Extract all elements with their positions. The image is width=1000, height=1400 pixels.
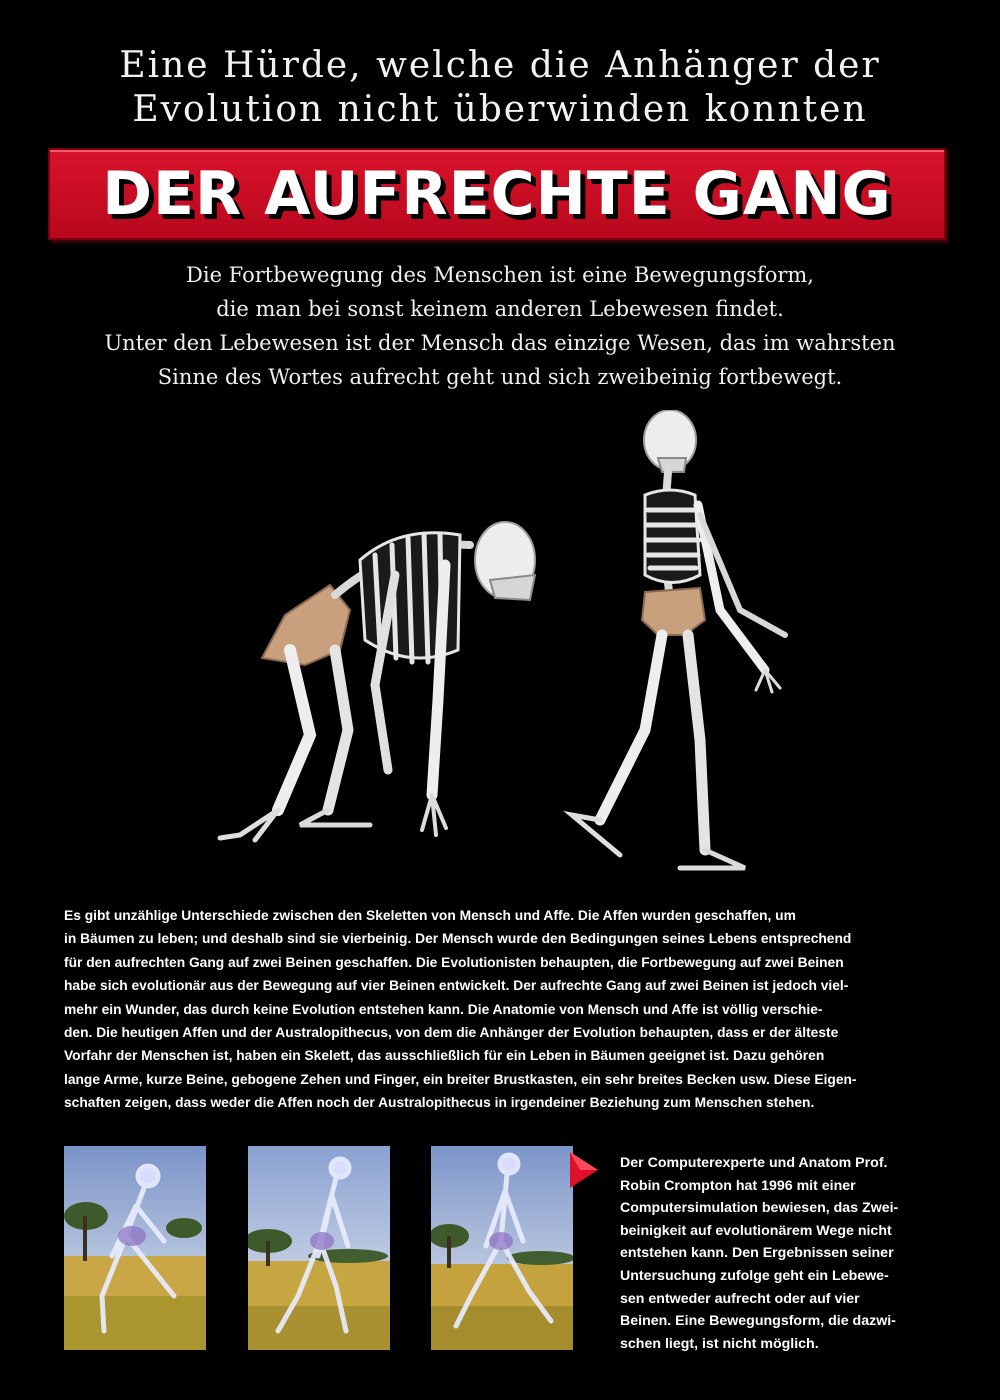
title-banner	[48, 148, 946, 240]
body-line: mehr ein Wunder, das durch keine Evolution entstehen kann. Die Anatomie von Mensch und Affe ist völlig verschie-	[64, 1001, 823, 1017]
sidebar-line: Der Computerexperte und Anatom Prof.	[620, 1155, 888, 1171]
intro-line-4: Sinne des Wortes aufrecht geht und sich zweibeinig fortbewegt.	[157, 365, 843, 389]
body-line: Es gibt unzählige Unterschiede zwischen den Skeletten von Mensch und Affe. Die Affen wurden geschaffen, um	[64, 908, 796, 923]
sidebar-line: Beinen. Eine Bewegungsform, die dazwi-	[620, 1313, 896, 1330]
intro-line-2: die man bei sonst keinem anderen Lebewesen findet.	[216, 297, 784, 321]
headline-line-2: Evolution nicht überwinden konnten	[132, 89, 868, 130]
skeleton-comparison-illustration	[200, 410, 800, 880]
human-pelvis	[642, 588, 705, 635]
body-line: für den aufrechten Gang auf zwei Beinen geschaffen. Die Evolutionisten behaupten, die Fortbewegung auf zwei Beinen	[64, 954, 844, 970]
body-line: schaften zeigen, dass weder die Affen noch der Australopithecus in irgendeiner Beziehung zum Menschen stehen.	[64, 1095, 815, 1111]
body-line: habe sich evolutionär aus der Bewegung auf vier Beinen entwickelt. Der aufrechte Gang auf zwei Beinen ist jedoch viel-	[64, 978, 849, 994]
headline-line-1: Eine Hürde, welche die Anhänger der	[119, 45, 881, 86]
sidebar-line: sen entweder aufrecht oder auf vier	[620, 1290, 860, 1307]
simulation-photo-2	[248, 1146, 390, 1350]
human-skeleton	[572, 410, 785, 868]
sidebar-line: entstehen kann. Den Ergebnissen seiner	[620, 1245, 894, 1262]
ape-skeleton	[220, 522, 535, 840]
intro-line-1: Die Fortbewegung des Menschen ist eine Bewegungsform,	[186, 263, 814, 287]
simulation-photo-3	[431, 1146, 573, 1350]
headline	[0, 44, 1000, 132]
body-line: den. Die heutigen Affen und der Australopithecus, von dem die Anhänger der Evolution behaupten, dass er der älteste	[64, 1025, 839, 1041]
intro-line-3: Unter den Lebewesen ist der Mensch das einzige Wesen, das im wahrsten	[104, 331, 896, 355]
red-triangle-pointer-icon	[566, 1150, 600, 1190]
body-line: lange Arme, kurze Beine, gebogene Zehen und Finger, ein breiter Brustkasten, ein sehr breites Becken usw. Diese Eigen-	[64, 1071, 857, 1087]
banner-title: DER AUFRECHTE GANG	[102, 159, 892, 229]
sidebar-line: schen liegt, ist nicht möglich.	[620, 1335, 819, 1352]
sidebar-paragraph	[620, 1152, 950, 1355]
sidebar-line: Computersimulation bewiesen, das Zwei-	[620, 1200, 899, 1217]
body-line: Vorfahr der Menschen ist, haben ein Skelett, das ausschließlich für ein Leben in Bäumen geeignet ist. Dazu gehören	[64, 1048, 825, 1064]
body-line: in Bäumen zu leben; und deshalb sind sie vierbeinig. Der Mensch wurde den Bedingungen seines Lebens entsprechend	[64, 931, 852, 947]
sidebar-line: beinigkeit auf evolutionärem Wege nicht	[620, 1222, 892, 1239]
simulation-photo-1	[64, 1146, 206, 1350]
intro-paragraph	[0, 258, 1000, 394]
sidebar-line: Untersuchung zufolge geht ein Lebewe-	[620, 1267, 889, 1284]
body-paragraph	[64, 904, 944, 1115]
sidebar-line: Robin Crompton hat 1996 mit einer	[620, 1177, 856, 1194]
